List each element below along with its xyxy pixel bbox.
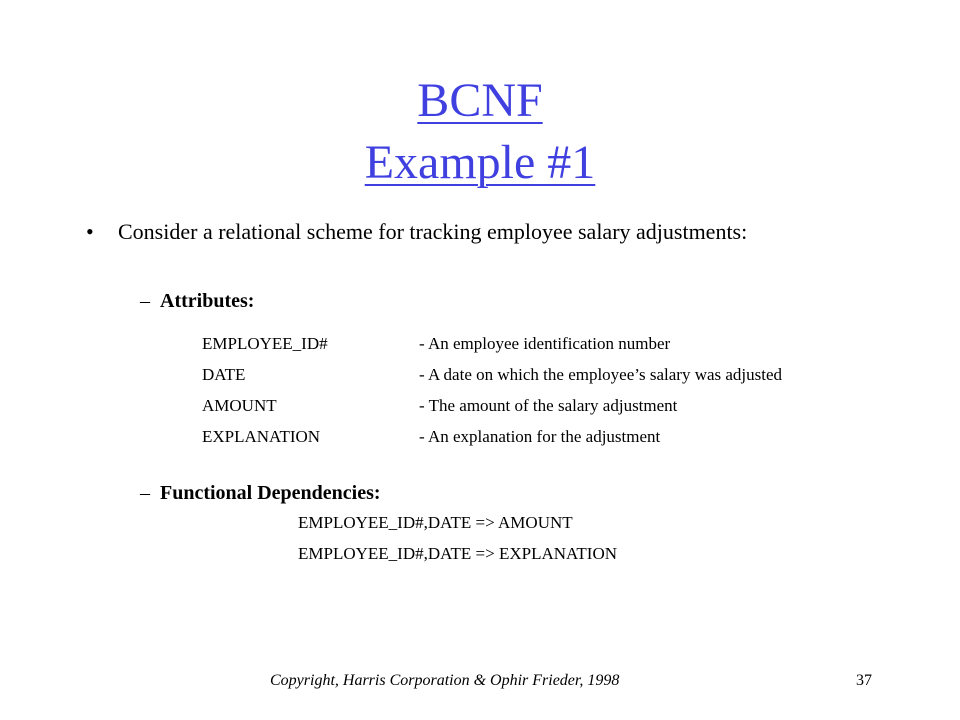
dash-marker-fd: – — [140, 482, 150, 504]
copyright-footer: Copyright, Harris Corporation & Ophir Frieder, 1998 — [270, 672, 620, 689]
attribute-name: EMPLOYEE_ID# — [202, 334, 328, 353]
slide-title — [0, 70, 960, 194]
title-line-2[interactable] — [0, 132, 960, 194]
attribute-desc: - A date on which the employee’s salary was adjusted — [419, 365, 783, 384]
attribute-desc: - The amount of the salary adjustment — [419, 396, 678, 415]
title-link-example[interactable]: Example #1 — [364, 136, 596, 189]
attribute-desc: - An explanation for the adjustment — [419, 427, 661, 446]
dependency-line: EMPLOYEE_ID#,DATE => AMOUNT — [298, 513, 573, 532]
fd-heading: Functional Dependencies: — [160, 482, 381, 504]
page-number: 37 — [856, 672, 872, 689]
title-line-1[interactable] — [0, 70, 960, 132]
dash-marker-attributes: – — [140, 290, 150, 312]
bullet-text: Consider a relational scheme for tracking employee salary adjustments: — [118, 219, 748, 244]
dependency-line: EMPLOYEE_ID#,DATE => EXPLANATION — [298, 544, 618, 563]
bullet-marker: • — [86, 219, 94, 244]
attribute-desc: - An employee identification number — [419, 334, 671, 353]
attribute-name: DATE — [202, 365, 246, 384]
attributes-heading: Attributes: — [160, 290, 255, 312]
attribute-name: AMOUNT — [202, 396, 277, 415]
title-link-bcnf[interactable]: BCNF — [417, 74, 543, 127]
attribute-name: EXPLANATION — [202, 427, 321, 446]
